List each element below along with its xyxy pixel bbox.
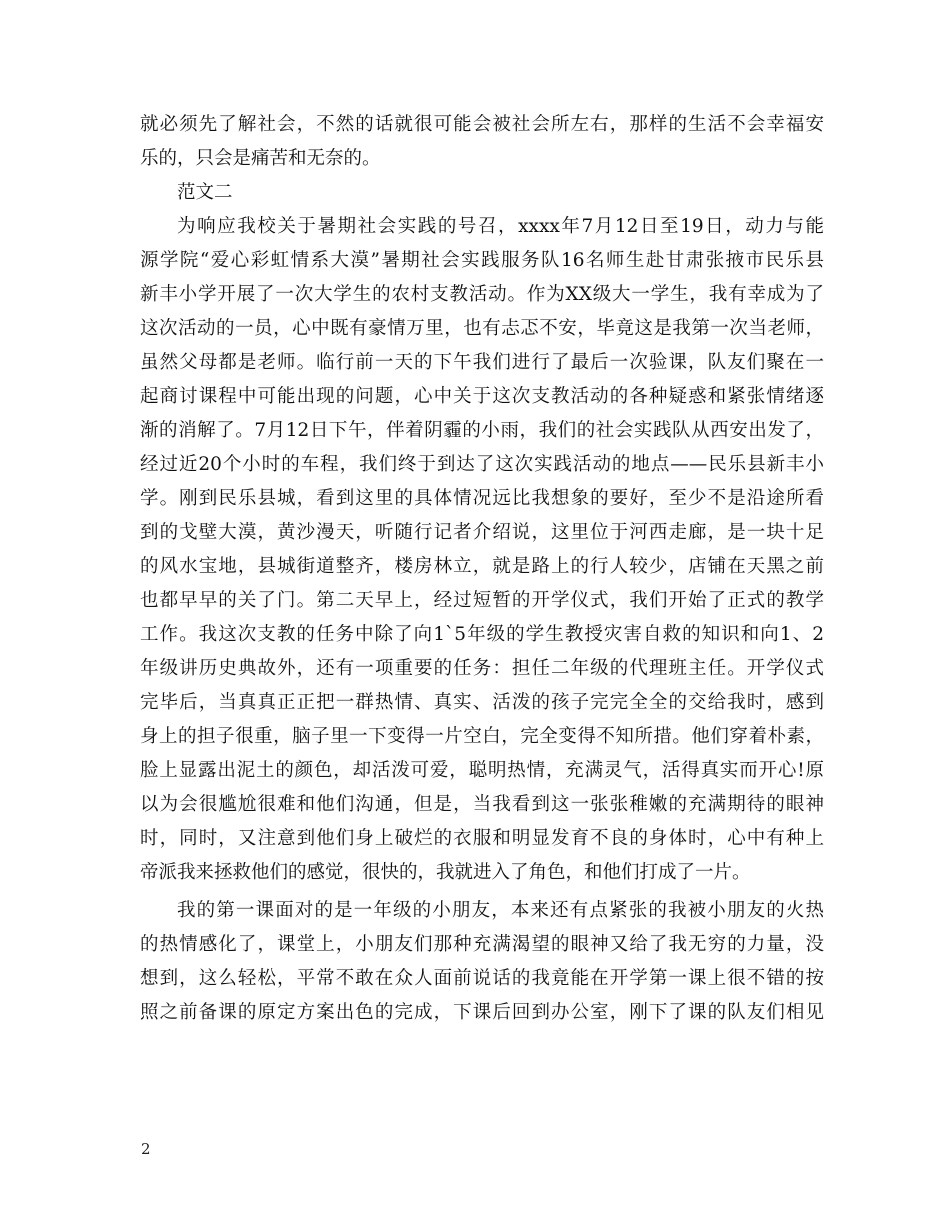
text-line: 就必须先了解社会，不然的话就很可能会被社会所左右，那样的生活不会幸福安 xyxy=(140,114,824,135)
paragraph-continued xyxy=(140,108,824,176)
text-line: 年级讲历史典故外，还有一项重要的任务：担任二年级的代理班主任。开学仪式 xyxy=(140,658,824,679)
text-line: 起商讨课程中可能出现的问题，心中关于这次支教活动的各种疑惑和紧张情绪逐 xyxy=(140,386,824,407)
paragraph xyxy=(140,894,824,1030)
text-line: 脸上显露出泥土的颜色，却活泼可爱，聪明热情，充满灵气，活得真实而开心!原 xyxy=(140,760,824,781)
text-line: 时，同时，又注意到他们身上破烂的衣服和明显发育不良的身体时，心中有种上 xyxy=(140,828,824,849)
section-heading xyxy=(140,176,824,210)
text-line: 照之前备课的原定方案出色的完成，下课后回到办公室，刚下了课的队友们相见 xyxy=(140,1002,824,1023)
page-number: 2 xyxy=(141,1140,151,1158)
text-line: 为响应我校关于暑期社会实践的号召，xxxx年7月12日至19日，动力与能 xyxy=(177,216,824,237)
text-line: 以为会很尴尬很难和他们沟通，但是，当我看到这一张张稚嫩的充满期待的眼神 xyxy=(140,794,824,815)
text-line: 完毕后，当真真正正把一群热情、真实、活泼的孩子完完全全的交给我时，感到 xyxy=(140,692,824,713)
text-line: 源学院“爱心彩虹情系大漠”暑期社会实践服务队16名师生赴甘肃张掖市民乐县 xyxy=(140,250,824,271)
text-line: 这次活动的一员，心中既有豪情万里，也有忐忑不安，毕竟这是我第一次当老师， xyxy=(140,318,824,339)
text-line: 新丰小学开展了一次大学生的农村支教活动。作为XX级大一学生，我有幸成为了 xyxy=(140,284,824,305)
text-line: 身上的担子很重，脑子里一下变得一片空白，完全变得不知所措。他们穿着朴素， xyxy=(140,726,824,747)
text-line: 帝派我来拯救他们的感觉，很快的，我就进入了角色，和他们打成了一片。 xyxy=(140,862,751,883)
text-line: 到的戈壁大漠，黄沙漫天，听随行记者介绍说，这里位于河西走廊，是一块十足 xyxy=(140,522,824,543)
text-line: 的风水宝地，县城街道整齐，楼房林立，就是路上的行人较少，店铺在天黑之前 xyxy=(140,556,824,577)
text-line: 学。刚到民乐县城，看到这里的具体情况远比我想象的要好，至少不是沿途所看 xyxy=(140,488,824,509)
text-line: 也都早早的关了门。第二天早上，经过短暂的开学仪式，我们开始了正式的教学 xyxy=(140,590,824,611)
text-line: 渐的消解了。7月12日下午，伴着阴霾的小雨，我们的社会实践队从西安出发了， xyxy=(140,420,824,441)
heading-text: 范文二 xyxy=(177,182,233,203)
text-line: 想到，这么轻松，平常不敢在众人面前说话的我竟能在开学第一课上很不错的按 xyxy=(140,968,824,989)
text-line: 虽然父母都是老师。临行前一天的下午我们进行了最后一次验课，队友们聚在一 xyxy=(140,352,824,373)
text-line: 乐的，只会是痛苦和无奈的。 xyxy=(140,148,381,169)
text-line: 的热情感化了，课堂上，小朋友们那种充满渴望的眼神又给了我无穷的力量，没 xyxy=(140,934,824,955)
paragraph xyxy=(140,210,824,890)
document-body xyxy=(140,108,824,1030)
text-line: 经过近20个小时的车程，我们终于到达了这次实践活动的地点——民乐县新丰小 xyxy=(140,454,824,475)
text-line: 工作。我这次支教的任务中除了向1`5年级的学生教授灾害自救的知识和向1、2 xyxy=(140,624,824,645)
text-line: 我的第一课面对的是一年级的小朋友，本来还有点紧张的我被小朋友的火热 xyxy=(177,900,824,921)
